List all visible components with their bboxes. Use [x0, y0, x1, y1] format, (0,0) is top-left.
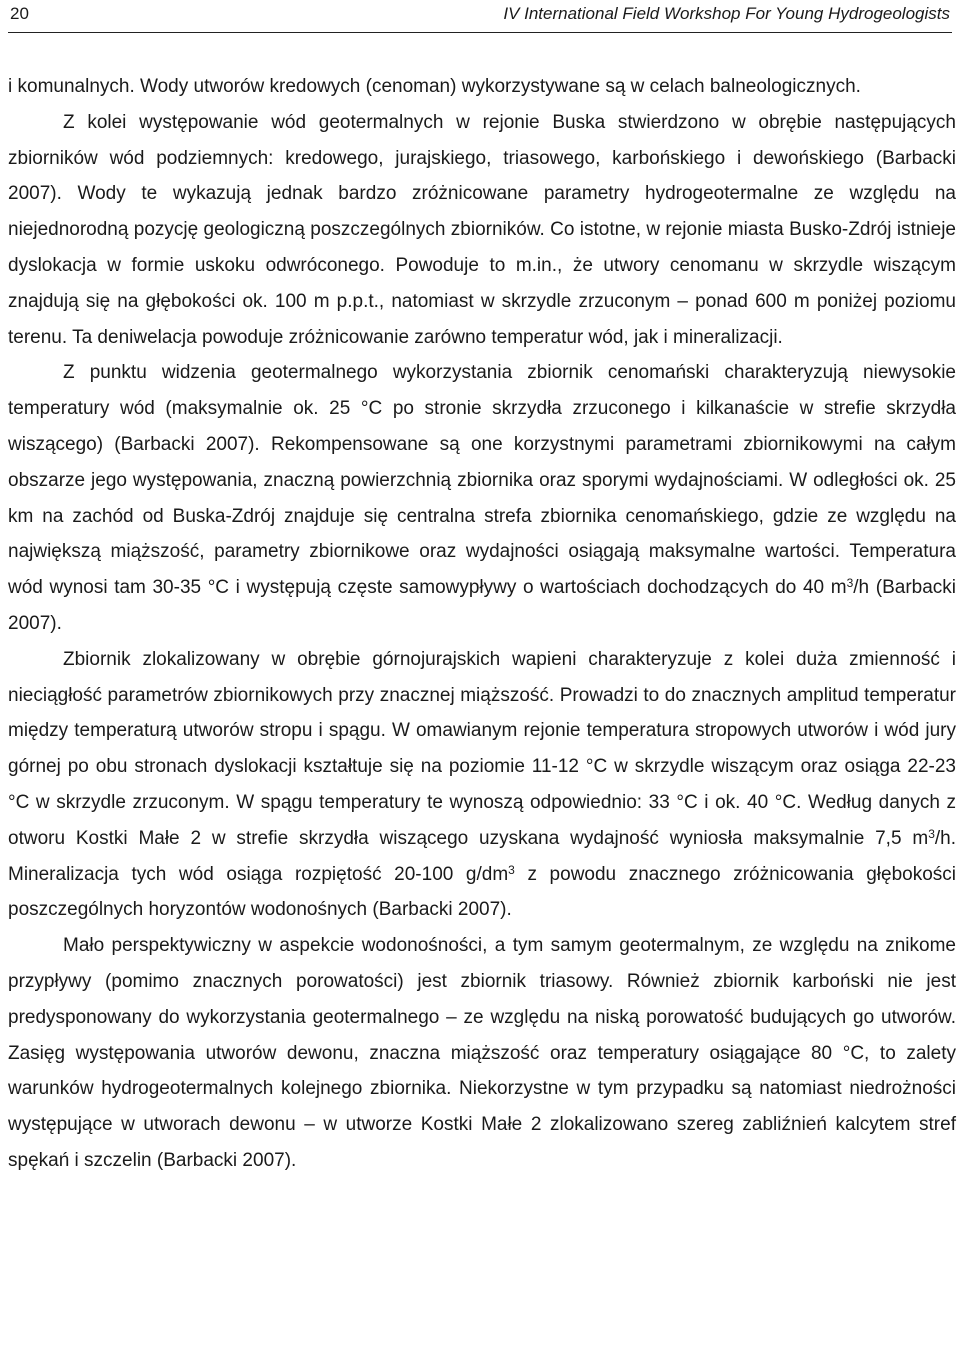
paragraph-4-text-b: /h. Mineralizacja tych wód osiąga rozpiętość 20-100 g/dm — [8, 827, 956, 885]
superscript-cubed: 3 — [846, 576, 854, 591]
superscript-cubed: 3 — [508, 862, 515, 877]
page-number: 20 — [10, 4, 29, 23]
body-text — [8, 69, 956, 1179]
paragraph-3-text-a: Z punktu widzenia geotermalnego wykorzystania zbiornik cenomański charakteryzują niewysokie temperatury wód (maksymalnie ok. 25 °C po stronie skrzydła zrzuconego i kilkanaście w strefie skrzydła wiszącego) (Barbacki 2007). Rekompensowane są one korzystnymi parametrami zbiornikowymi na całym obszarze jego występowania, znaczną powierzchnią zbiornika oraz sporymi wydajnościami. W odległości ok. 25 km na zachód od Buska-Zdrój znajduje się centralna strefa zbiornika cenomańskiego, gdzie ze względu na największą miąższość, parametry zbiornikowe oraz wydajności osiągają maksymalne wartości. Temperatura wód wynosi tam 30-35 °C i występują częste samowypływy o wartościach dochodzących do 40 m — [8, 362, 956, 599]
paragraph-2: Z kolei występowanie wód geotermalnych w rejonie Buska stwierdzono w obrębie następujących zbiorników wód podziemnych: kredowego, jurajskiego, triasowego, karbońskiego i dewońskiego (Barbacki 2007). Wody te wykazują jednak bardzo zróżnicowane parametry hydrogeotermalne ze względu na niejednorodną pozycję geologiczną poszczególnych zbiorników. Co istotne, w rejonie miasta Busko-Zdrój istnieje dyslokacja w formie uskoku odwróconego. Powoduje to m.in., że utwory cenomanu w skrzydle wiszącym znajdują się na głębokości ok. 100 m p.p.t., natomiast w skrzydle zrzuconym – ponad 600 m poniżej poziomu terenu. Ta deniwelacja powoduje zróżnicowanie zarówno temperatur wód, jak i mineralizacji. — [8, 111, 956, 348]
paragraph-5: Mało perspektywiczny w aspekcie wodonośności, a tym samym geotermalnym, ze względu na znikome przypływy (pomimo znacznych porowatości) jest zbiornik triasowy. Również zbiornik karboński nie jest predysponowany do wykorzystania geotermalnego – ze względu na niską porowatość budujących go utworów. Zasięg występowania utworów dewonu, znaczna miąższość oraz temperatury osiągające 80 °C, to zalety warunków hydrogeotermalnych kolejnego zbiornika. Niekorzystne w tym przypadku są natomiast niedrożności występujące w utworach dewonu – w utworze Kostki Małe 2 zlokalizowano szereg zabliźnień kalcytem stref spękań i szczelin (Barbacki 2007). — [8, 935, 956, 1171]
paragraph-3 — [8, 355, 956, 641]
paragraph-4 — [8, 642, 956, 928]
paragraph-1: i komunalnych. Wody utworów kredowych (cenoman) wykorzystywane są w celach balneologicznych. — [8, 76, 861, 97]
paragraph-4-text-a: Zbiornik zlokalizowany w obrębie górnojurajskich wapieni charakteryzuje z kolei duża zmienność i nieciągłość parametrów zbiornikowych przy znacznej miąższość. Prowadzi to do znacznych amplitud temperatur między temperaturą utworów stropu i spągu. W omawianym rejonie temperatura stropowych utworów i wód jury górnej po obu stronach dyslokacji kształtuje się na poziomie 11-12 °C w skrzydle wiszącym oraz osiąga 22-23 °C w skrzydle zrzuconym. W spągu temperatury te wynoszą odpowiednio: 33 °C i ok. 40 °C. Według danych z otworu Kostki Małe 2 w strefie skrzydła wiszącego uzyskana wydajność wyniosła maksymalnie 7,5 m — [8, 648, 956, 849]
running-title: IV International Field Workshop For Young Hydrogeologists — [503, 4, 950, 23]
superscript-cubed: 3 — [928, 826, 935, 841]
paragraph-3-text-b: /h (Barbacki 2007). — [8, 577, 957, 634]
page-header — [8, 0, 952, 33]
paragraph-4-text-c: z powodu znacznego zróżnicowania głębokości poszczególnych horyzontów wodonośnych (Barbacki 2007). — [8, 863, 956, 921]
